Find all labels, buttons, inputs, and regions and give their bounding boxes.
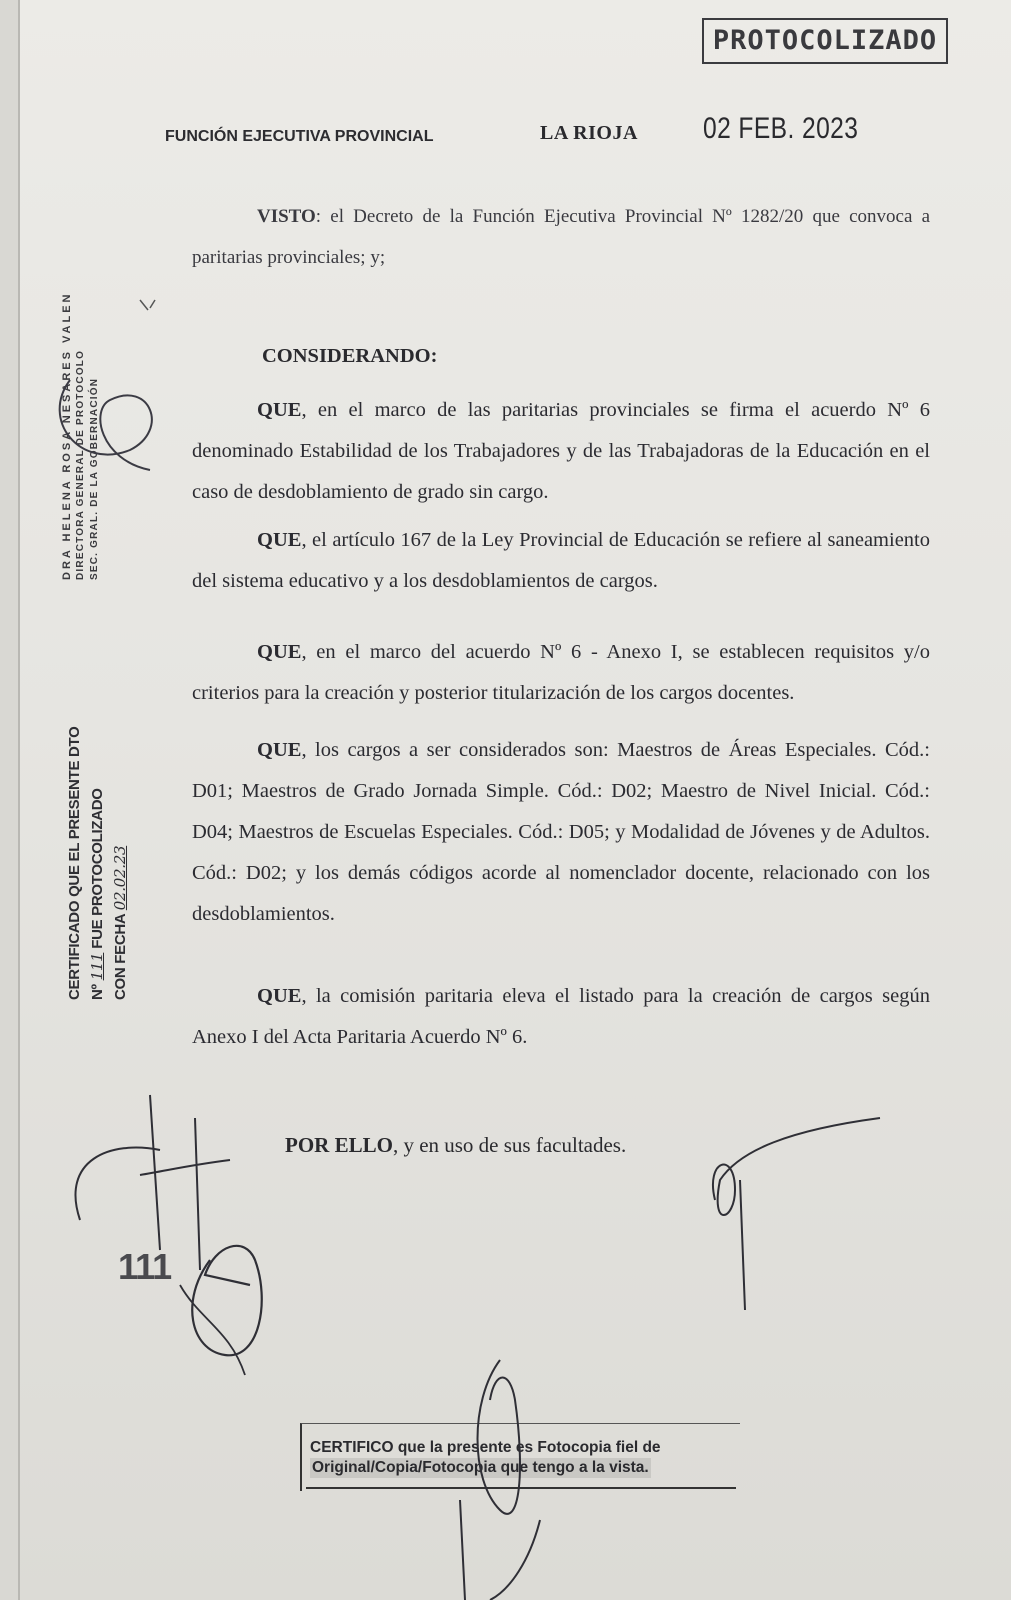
que-label: QUE xyxy=(257,399,302,421)
por-ello-label: POR ELLO xyxy=(285,1133,393,1157)
cert-line-3: CON FECHA 02.02.23 xyxy=(111,845,129,1000)
visto-text: : el Decreto de la Función Ejecutiva Provincial Nº 1282/20 que convoca a paritarias provinciales; y; xyxy=(192,206,930,268)
que-label: QUE xyxy=(257,641,302,663)
header-office: FUNCIÓN EJECUTIVA PROVINCIAL xyxy=(165,128,434,145)
cert-handwritten-number: 111 xyxy=(88,952,106,981)
que-label: QUE xyxy=(257,739,302,761)
signature-scribble-6 xyxy=(460,1360,540,1600)
paragraph-text: , el artículo 167 de la Ley Provincial de Educación se refiere al saneamiento del sistema educativo y a los desdoblamientos de cargos. xyxy=(192,529,930,592)
que-label: QUE xyxy=(257,529,302,551)
paragraph-text: , la comisión paritaria eleva el listado para la creación de cargos según Anexo I del Acta Paritaria Acuerdo Nº 6. xyxy=(192,985,930,1048)
header-date-stamp: 02 FEB. 2023 xyxy=(703,112,859,145)
signature-scribble-3 xyxy=(192,1246,262,1355)
signature-scribble-4 xyxy=(180,1285,245,1375)
signature-scribble-5 xyxy=(713,1118,880,1310)
official-department: SEC. GRAL. DE LA GOBERNACIÓN xyxy=(89,377,100,580)
header-city: LA RIOJA xyxy=(540,122,638,144)
por-ello-text: , y en uso de sus facultades. xyxy=(392,1133,627,1157)
protocolizado-stamp: PROTOCOLIZADO xyxy=(702,18,948,64)
paragraph-text: , en el marco de las paritarias provinciales se firma el acuerdo Nº 6 denominado Estabilidad de los Trabajadores y de las Trabajadoras de la Educación en el caso de desdoblamiento de grado sin cargo. xyxy=(192,399,930,503)
visto-label: VISTO xyxy=(257,206,316,227)
official-name: DRA HELENA ROSA NESARES VALEN xyxy=(61,291,73,580)
que-label: QUE xyxy=(257,985,302,1007)
copy-cert-line-1: CERTIFICO que la presente es Fotocopia fiel de xyxy=(310,1439,661,1456)
cert-line-2: Nº 111 FUE PROTOCOLIZADO xyxy=(88,788,106,1000)
paragraph-text: , en el marco del acuerdo Nº 6 - Anexo I, se establecen requisitos y/o criterios para la creación y posterior titularización de los cargos docentes. xyxy=(192,641,930,704)
copy-cert-line-2: Original/Copia/Fotocopia que tengo a la vista. xyxy=(312,1459,649,1476)
signature-scribble-2 xyxy=(75,1095,230,1270)
considerando-heading: CONSIDERANDO: xyxy=(262,345,438,367)
signature-scribble-1 xyxy=(60,380,152,470)
cert-line-1: CERTIFICADO QUE EL PRESENTE DTO xyxy=(66,726,83,1000)
pen-mark xyxy=(140,300,155,310)
decree-number-stamp: 111 xyxy=(118,1246,172,1287)
paragraph-text: , los cargos a ser considerados son: Maestros de Áreas Especiales. Cód.: D01; Maestros de Grado Jornada Simple. Cód.: D02; Maestro de Nivel Inicial. Cód.: D04; Maestros de Escuelas Especiales. Cód.: D05; y Modalidad de Jóvenes y de Adultos. Cód.: D02; y los demás códigos acorde al nomenclador docente, relacionado con los desdoblamientos. xyxy=(192,739,930,925)
official-title: DIRECTORA GENERAL DE PROTOCOLO xyxy=(75,349,86,580)
cert-handwritten-date: 02.02.23 xyxy=(111,845,129,911)
